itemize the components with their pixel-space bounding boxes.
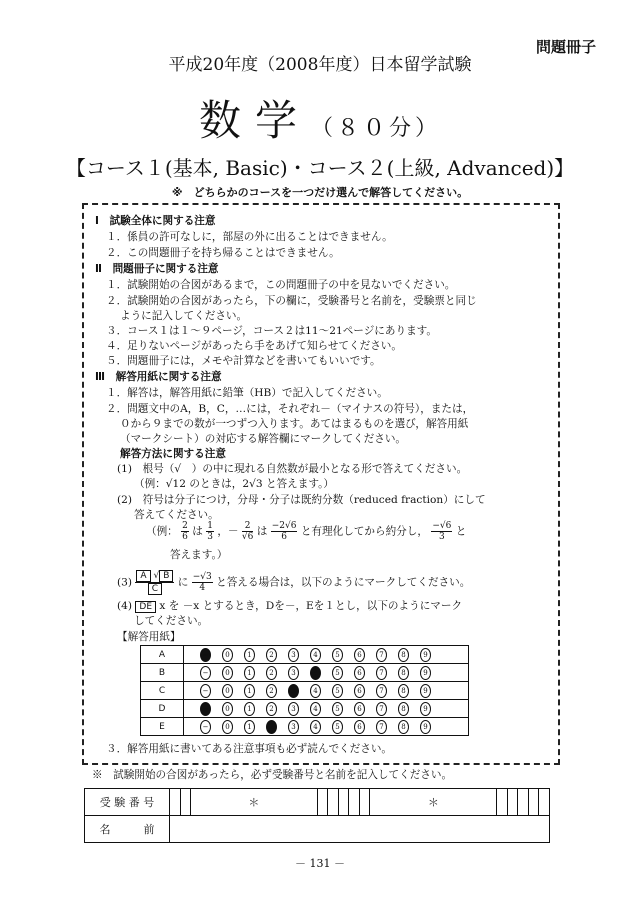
answer-row [141,700,469,718]
answer-bubble[interactable]: 7 [376,702,387,716]
answer-bubble[interactable]: 7 [376,666,387,680]
box-de: DE [135,601,156,613]
answer-bubble[interactable]: 5 [332,648,343,662]
box-b: B [159,570,173,582]
answer-bubble[interactable]: 1 [244,684,255,698]
answer-row [141,646,469,664]
id-star-1: ＊ [191,789,318,816]
example-open: （例： [146,525,178,538]
exam-time: （８０分） [311,116,442,141]
s3-line-2a: ２．問題文中のA，B，C，…には，それぞれ－（マイナスの符号），または， [106,403,474,415]
answer-bubble[interactable]: 9 [420,720,431,734]
s2-line-5: ５．問題冊子には，メモや計算などを書いてもいいです。 [106,355,381,367]
method-3 [117,570,470,595]
answer-method-heading: 解答方法に関する注意 [120,448,226,460]
method-4a [117,599,462,613]
example-ha-2: は [256,525,268,538]
box-c: C [148,583,162,595]
answer-bubble[interactable]: 4 [310,702,321,716]
box-a: A [136,570,150,582]
answer-bubble[interactable]: − [200,720,211,734]
answer-bubble[interactable]: 7 [376,648,387,662]
method-2b: 答えてください。 [134,509,219,521]
id-cell[interactable] [497,789,508,816]
answer-bubble[interactable]: 0 [222,648,233,662]
s2-line-2a: ２．試験開始の合図があったら，下の欄に，受験番号と名前を，受験票と同じ [106,295,477,307]
answer-bubbles [184,682,469,700]
fraction-denominator: 3 [438,532,445,542]
exam-title: 平成20年度（2008年度）日本留学試験 [168,55,472,75]
answer-bubble[interactable]: 0 [222,720,233,734]
course-choose-note: ※ どちらかのコースを一つだけ選んで解答してください。 [171,186,469,199]
answer-bubble[interactable]: 5 [332,684,343,698]
id-cell[interactable] [539,789,550,816]
answer-row [141,664,469,682]
examinee-table [84,788,550,843]
section-3-heading: Ⅲ 解答用紙に関する注意 [95,371,222,383]
answer-bubble[interactable]: 4 [310,648,321,662]
answer-sheet [140,645,469,736]
answer-bubble[interactable]: 3 [288,666,299,680]
answer-bubble[interactable]: 2 [266,666,277,680]
s2-line-3: ３．コース１は１～９ページ，コース２は11～21ページにあります。 [106,325,437,337]
id-label: 受 験 番 号 [85,789,170,816]
section-1-heading: Ⅰ 試験全体に関する注意 [95,215,216,227]
page-number: － 131 － [295,857,345,870]
id-cell[interactable] [328,789,339,816]
subject-title [0,88,640,148]
answer-row-label: C [141,682,184,700]
fraction-2-6 [181,521,189,542]
fraction-numerator: 2 [242,521,253,532]
id-star-2: ＊ [370,789,497,816]
answer-row-label: B [141,664,184,682]
fraction-denominator: 4 [199,583,206,593]
answer-bubble[interactable]: 9 [420,684,431,698]
answer-bubble[interactable]: 3 [288,684,299,698]
answer-bubbles [184,718,469,736]
answer-bubble[interactable]: 1 [244,648,255,662]
box-denominator [148,584,162,594]
answer-bubble[interactable]: − [200,648,211,662]
id-cell[interactable] [170,789,181,816]
answer-bubble[interactable]: 8 [398,702,409,716]
answer-bubble[interactable]: 7 [376,720,387,734]
answer-bubble[interactable]: − [200,684,211,698]
id-cell[interactable] [528,789,539,816]
answer-bubble[interactable]: 4 [310,720,321,734]
answer-row [141,682,469,700]
booklet-tag: 問題冊子 [535,38,596,56]
answer-bubbles [184,700,469,718]
answer-bubble[interactable]: 8 [398,666,409,680]
method-1a: (1) 根号（√ ）の中に現れる自然数が最小となる形で答えてください。 [117,463,468,475]
s2-line-4: ４．足りないページがあったら手をあげて知らせてください。 [106,340,402,352]
box-numerator [135,570,174,583]
example-to: と [455,525,467,538]
answer-bubble[interactable]: 6 [354,648,365,662]
fraction-denominator: √6 [241,532,254,542]
id-cell[interactable] [518,789,529,816]
method-2a: (2) 符号は分子につけ，分母・分子は既約分数（reduced fraction）にして [117,494,486,506]
answer-bubble[interactable]: 1 [244,702,255,716]
s3-line-3: ３．解答用紙に書いてある注意事項も必ず読んでください。 [106,743,393,755]
answer-row-label: A [141,646,184,664]
id-cell[interactable] [359,789,370,816]
s3-line-2c: （マークシート）の対応する解答欄にマークしてください。 [120,433,407,445]
answer-bubble[interactable]: 3 [288,720,299,734]
answer-bubble[interactable]: − [200,702,211,716]
answer-bubble[interactable]: 1 [244,720,255,734]
method-1b: （例：√12 のときは，2√3 と答えます。） [134,478,334,490]
name-row [85,816,550,843]
method-3-ni: に [177,576,189,589]
answer-bubble[interactable]: 3 [288,648,299,662]
id-cell[interactable] [349,789,360,816]
answer-bubble[interactable]: 8 [398,648,409,662]
id-cell[interactable] [507,789,518,816]
s3-line-2b: ０から９までの数が一つずつ入ります。あてはまるものを選び，解答用紙 [120,418,469,430]
answer-bubble[interactable]: − [200,666,211,680]
method-3-text: と答える場合は，以下のようにマークしてください。 [216,576,471,589]
method-2d: 答えます。） [170,549,228,561]
method-4-num: (4) [117,600,133,612]
answer-bubble[interactable]: 5 [332,702,343,716]
answer-bubble[interactable]: 6 [354,684,365,698]
answer-sheet-label: 【解答用紙】 [117,631,181,643]
fraction-2-root6 [242,521,253,542]
answer-bubble[interactable]: 6 [354,666,365,680]
method-4-text: x を －x とするとき，Dを－，Eを１とし，以下のようにマーク [159,600,463,612]
answer-bubble[interactable]: 2 [266,684,277,698]
id-cell[interactable] [317,789,328,816]
answer-row-label: D [141,700,184,718]
s1-line-1: １．係員の許可なしに，部屋の外に出ることはできません。 [106,231,393,243]
footer-note: ※ 試験開始の合図があったら，必ず受験番号と名前を記入してください。 [92,769,453,781]
answer-bubble[interactable]: 1 [244,666,255,680]
answer-bubbles [184,646,469,664]
fraction-numerator: 1 [207,521,213,531]
section-2-heading: Ⅱ 問題冊子に関する注意 [95,263,219,275]
answer-bubble[interactable]: 4 [310,684,321,698]
answer-bubble[interactable]: 6 [354,720,365,734]
answer-bubble[interactable]: 4 [310,666,321,680]
answer-bubble[interactable]: 9 [420,666,431,680]
method-2-example [146,521,466,542]
name-label: 名 前 [85,816,170,843]
answer-bubble[interactable]: 5 [332,666,343,680]
answer-row-label: E [141,718,184,736]
subject: 数学 [198,96,311,145]
id-cell[interactable] [338,789,349,816]
answer-bubble[interactable]: 3 [288,702,299,716]
fraction-numerator: 2 [182,521,188,531]
id-row [85,789,550,816]
fraction-negroot6-3 [431,521,452,542]
fraction-denominator: 6 [281,532,287,542]
fraction-numerator: −√6 [432,521,452,531]
example-minus: ，－ [217,525,239,538]
answer-bubble[interactable]: 9 [420,648,431,662]
answer-bubble[interactable]: 2 [266,648,277,662]
answer-bubble[interactable]: 2 [266,720,277,734]
s2-line-2b: ように記入してください。 [120,310,248,322]
answer-bubble[interactable]: 2 [266,702,277,716]
example-rationalize: と有理化してから約分し， [300,525,428,538]
answer-bubble[interactable]: 0 [222,702,233,716]
answer-bubble[interactable]: 7 [376,684,387,698]
id-cell[interactable] [180,789,191,816]
s3-line-1: １．解答は，解答用紙に鉛筆（HB）で記入してください。 [106,387,388,399]
s1-line-2: ２．この問題冊子を持ち帰ることはできません。 [106,247,340,259]
method-3-num: (3) [117,576,133,589]
s2-line-1: １．試験開始の合図があるまで，この問題冊子の中を見ないでください。 [106,279,456,291]
fraction-negroot3-4 [192,572,213,593]
box-fraction [135,570,174,595]
answer-bubble[interactable]: 0 [222,684,233,698]
answer-bubble[interactable]: 8 [398,684,409,698]
answer-bubble[interactable]: 9 [420,702,431,716]
example-ha-1: は [192,525,203,538]
fraction-denominator: 6 [182,532,188,542]
answer-bubble[interactable]: 5 [332,720,343,734]
fraction-denominator: 3 [207,532,213,542]
method-4c: してください。 [134,615,209,627]
course-line: 【コース１(基本, Basic)・コース２(上級, Advanced)】 [65,156,575,180]
answer-bubble[interactable]: 6 [354,702,365,716]
answer-bubble[interactable]: 8 [398,720,409,734]
name-field[interactable] [170,816,550,843]
answer-row [141,718,469,736]
fraction-neg2root6-6 [271,521,298,542]
answer-bubble[interactable]: 0 [222,666,233,680]
fraction-numerator: −√3 [192,572,212,582]
fraction-1-3 [206,521,214,542]
fraction-numerator: −2√6 [271,521,297,531]
root-sign: √ [153,571,160,581]
answer-bubbles [184,664,469,682]
